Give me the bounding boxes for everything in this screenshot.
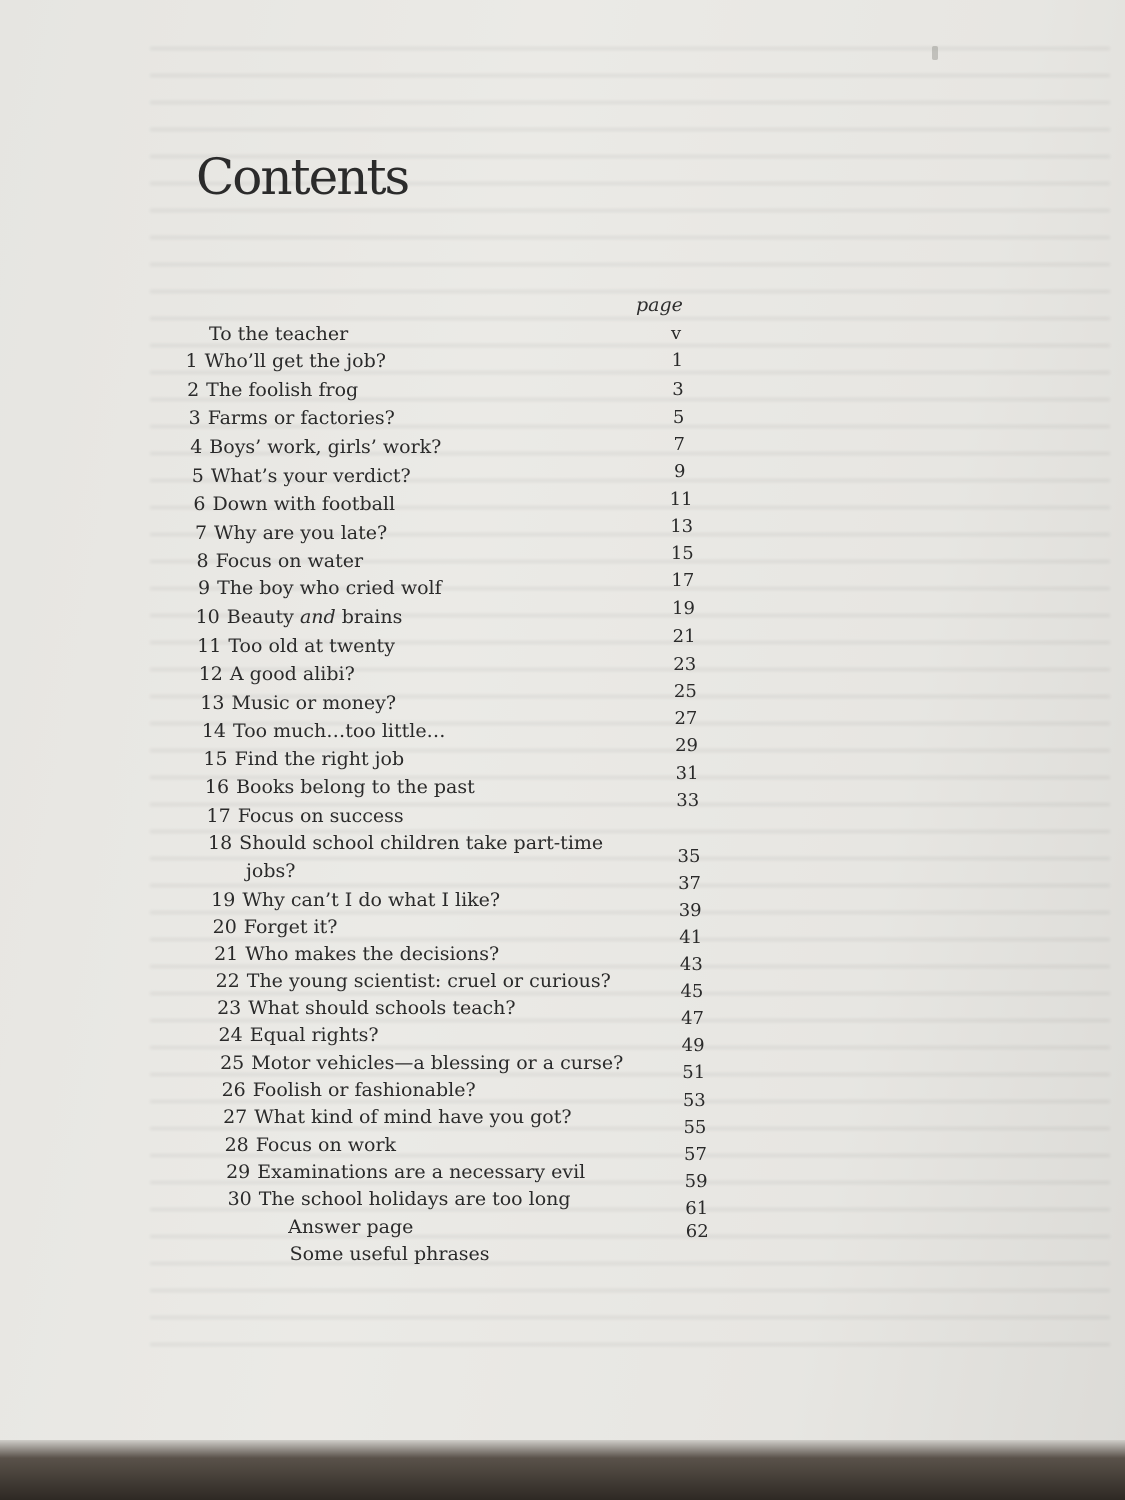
entry-title: Motor vehicles—a blessing or a curse? [251, 1052, 624, 1074]
toc-entry [189, 407, 395, 429]
entry-page-number: 27 [674, 708, 698, 729]
entry-page-number: 62 [685, 1221, 709, 1242]
entry-page-number: 45 [680, 981, 704, 1002]
entry-page-number: 59 [684, 1171, 708, 1192]
entry-number: 29 [226, 1161, 251, 1183]
entry-title: Some useful phrases [289, 1243, 490, 1265]
page-title: Contents [196, 148, 409, 206]
entry-number: 23 [217, 997, 242, 1019]
entry-page-number: 17 [671, 570, 695, 591]
entry-page-number: 31 [675, 763, 699, 784]
entry-page-number: 25 [673, 681, 697, 702]
entry-page-number: 43 [679, 954, 703, 975]
entry-title: Why are you late? [214, 522, 388, 544]
entry-number: 22 [215, 970, 240, 992]
entry-title: Examinations are a necessary evil [257, 1161, 586, 1183]
entry-number: 20 [212, 916, 237, 938]
entry-number: 4 [190, 436, 203, 458]
entry-title: Focus on success [237, 805, 404, 827]
toc-entry [207, 805, 404, 827]
entry-title: Forget it? [243, 916, 338, 938]
entry-title: The foolish frog [206, 379, 359, 401]
entry-title: Too old at twenty [228, 635, 395, 657]
entry-page-number: 47 [681, 1008, 704, 1029]
toc-entry [290, 1243, 490, 1265]
entry-number: 13 [200, 692, 225, 714]
entry-title: Books belong to the past [236, 776, 475, 798]
toc-entry [216, 970, 611, 992]
entry-number: 17 [206, 805, 231, 827]
entry-page-number: 55 [683, 1117, 707, 1138]
toc-entry [223, 1106, 571, 1128]
entry-page-number: 11 [669, 489, 693, 510]
entry-page-number: 9 [674, 461, 686, 482]
toc-entry [196, 606, 403, 628]
entry-title: Boys’ work, girls’ work? [209, 436, 442, 458]
toc-entry [203, 748, 404, 770]
entry-number: 10 [195, 606, 220, 628]
page-column-label: page [636, 294, 683, 316]
entry-title: Who makes the decisions? [245, 943, 500, 965]
entry-page-number: 39 [678, 900, 702, 921]
entry-page-number: 5 [672, 407, 685, 428]
toc-entry [197, 635, 395, 657]
entry-title: The boy who cried wolf [217, 577, 442, 599]
entry-page-number: 7 [673, 434, 685, 455]
entry-title: Find the right job [234, 748, 405, 770]
entry-title: Focus on work [255, 1134, 397, 1156]
entry-title: Why can’t I do what I like? [242, 889, 501, 911]
entry-title: Should school children take part-time [239, 832, 604, 854]
entry-number: 19 [211, 889, 236, 911]
entry-title: Focus on water [215, 550, 364, 572]
toc-entry [220, 1052, 623, 1074]
entry-page-number: 1 [671, 350, 684, 371]
toc-entry [200, 692, 396, 714]
toc-entry [228, 1188, 571, 1210]
toc-entry [193, 493, 395, 515]
entry-number: 15 [203, 748, 228, 770]
entry-number: 26 [221, 1079, 246, 1101]
entry-page-number: v [671, 323, 682, 344]
entry-page-number: 19 [672, 598, 695, 619]
toc-entry [225, 1134, 396, 1156]
entry-number: 3 [188, 407, 201, 429]
entry-title: A good alibi? [229, 663, 355, 685]
toc-entry [185, 350, 385, 372]
entry-page-number: 29 [675, 735, 698, 756]
toc-entry [211, 889, 500, 911]
toc-entry [214, 943, 499, 965]
toc-entry [205, 776, 475, 798]
entry-page-number: 35 [677, 846, 701, 867]
entry-title: Foolish or fashionable? [252, 1079, 476, 1101]
toc-entry [195, 522, 387, 544]
entry-number: 27 [223, 1106, 248, 1128]
entry-title: Equal rights? [249, 1024, 379, 1046]
toc-entry [226, 1161, 585, 1183]
entry-title: To the teacher [209, 323, 349, 345]
entry-number: 25 [220, 1052, 245, 1074]
entry-page-number: 41 [679, 927, 703, 948]
toc-entry [219, 1024, 379, 1046]
entry-number: 1 [185, 350, 198, 372]
entry-number: 8 [196, 550, 209, 572]
entry-number: 16 [204, 776, 230, 798]
entry-page-number: 37 [678, 873, 701, 894]
toc-entry [198, 577, 442, 599]
entry-page-number: 49 [681, 1035, 705, 1056]
toc-entry [209, 323, 348, 345]
entry-title: The young scientist: cruel or curious? [246, 970, 611, 992]
toc-entry [192, 465, 411, 487]
entry-number: 5 [191, 465, 204, 487]
entry-number: 21 [214, 943, 239, 965]
entry-title-continued: jobs? [245, 860, 296, 882]
entry-number: 18 [207, 832, 233, 854]
entry-page-number: 15 [670, 543, 694, 564]
toc-entry [202, 720, 446, 742]
entry-page-number: 57 [684, 1144, 707, 1165]
entry-number: 2 [187, 379, 200, 401]
entry-page-number: 53 [682, 1090, 706, 1111]
entry-page-number: 33 [676, 790, 700, 811]
entry-number: 28 [224, 1134, 249, 1156]
entry-number: 14 [201, 720, 227, 742]
entry-title: What’s your verdict? [210, 465, 411, 487]
entry-number: 12 [198, 663, 223, 685]
entry-page-number: 13 [670, 516, 694, 537]
entry-number: 11 [197, 635, 222, 657]
entry-number: 30 [227, 1188, 252, 1210]
entry-number: 6 [193, 493, 206, 515]
entry-number: 24 [218, 1024, 243, 1046]
entry-title: Who’ll get the job? [204, 350, 386, 372]
entry-title: Beauty and brains [226, 606, 403, 628]
toc-entry [187, 379, 358, 401]
entry-number: 7 [194, 522, 208, 544]
entry-title: Answer page [288, 1216, 414, 1238]
entry-title: Too much…too little… [233, 720, 446, 742]
entry-title: What kind of mind have you got? [254, 1106, 572, 1128]
toc-entry [199, 663, 355, 685]
toc-entry [196, 550, 363, 572]
entry-page-number: 61 [685, 1198, 709, 1219]
entry-number: 9 [197, 577, 211, 599]
page-shadow [0, 1440, 1125, 1500]
entry-title: Down with football [212, 493, 396, 515]
entry-page-number: 3 [672, 379, 684, 400]
toc-entry [222, 1079, 476, 1101]
entry-title: What should schools teach? [248, 997, 516, 1019]
entry-title: The school holidays are too long [258, 1188, 571, 1210]
toc-entry [190, 436, 441, 458]
entry-page-number: 23 [673, 654, 697, 675]
toc-entry [217, 997, 516, 1019]
entry-title: Music or money? [231, 692, 397, 714]
toc-entry [208, 832, 603, 854]
entry-page-number: 51 [682, 1062, 706, 1083]
toc-entry [213, 916, 338, 938]
entry-title: Farms or factories? [207, 407, 395, 429]
entry-page-number: 21 [672, 626, 696, 647]
toc-entry [288, 1216, 413, 1238]
